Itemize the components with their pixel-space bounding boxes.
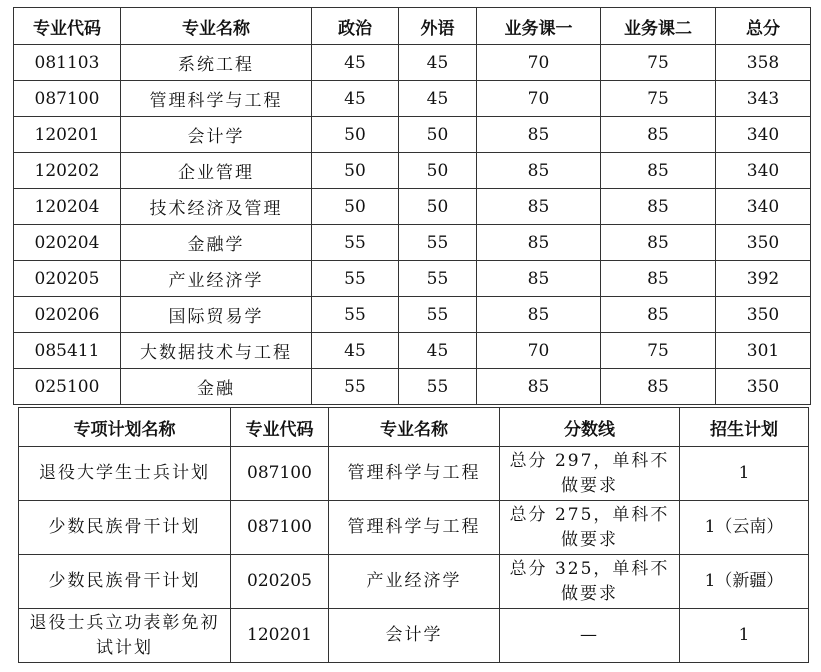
major-code-cell: 081103 — [14, 45, 121, 81]
subject-two-cell: 85 — [601, 297, 716, 333]
table-row — [19, 609, 809, 663]
table-row — [19, 555, 809, 609]
header-subject-one: 业务课一 — [477, 8, 601, 45]
header-major-code: 专业代码 — [231, 408, 329, 447]
major-code-cell: 087100 — [231, 501, 329, 555]
total-cell: 350 — [716, 369, 811, 405]
major-name-cell: 管理科学与工程 — [329, 447, 500, 501]
foreign-language-cell: 50 — [399, 189, 477, 225]
subject-two-cell: 75 — [601, 333, 716, 369]
total-cell: 340 — [716, 153, 811, 189]
table-row — [14, 81, 811, 117]
politics-cell: 45 — [312, 333, 399, 369]
politics-cell: 50 — [312, 153, 399, 189]
enrollment-plan-cell: 1 — [680, 609, 809, 663]
major-name-cell: 国际贸易学 — [121, 297, 312, 333]
special-plan-table — [18, 407, 809, 663]
header-subject-two: 业务课二 — [601, 8, 716, 45]
table-row — [19, 501, 809, 555]
score-line-cell: 总分 297，单科不做要求 — [500, 447, 680, 501]
table-header-row — [14, 8, 811, 45]
major-code-cell: 120202 — [14, 153, 121, 189]
major-code-cell: 020204 — [14, 225, 121, 261]
header-politics: 政治 — [312, 8, 399, 45]
major-code-cell: 120201 — [14, 117, 121, 153]
subject-two-cell: 85 — [601, 153, 716, 189]
table-row — [19, 447, 809, 501]
total-cell: 301 — [716, 333, 811, 369]
major-name-cell: 会计学 — [329, 609, 500, 663]
subject-one-cell: 85 — [477, 225, 601, 261]
politics-cell: 55 — [312, 297, 399, 333]
subject-one-cell: 85 — [477, 189, 601, 225]
table-row — [14, 189, 811, 225]
foreign-language-cell: 45 — [399, 333, 477, 369]
table-header-row — [19, 408, 809, 447]
total-cell: 340 — [716, 117, 811, 153]
foreign-language-cell: 55 — [399, 225, 477, 261]
header-major-name: 专业名称 — [329, 408, 500, 447]
table-row — [14, 225, 811, 261]
major-code-cell: 087100 — [231, 447, 329, 501]
header-foreign-language: 外语 — [399, 8, 477, 45]
foreign-language-cell: 55 — [399, 297, 477, 333]
major-name-cell: 技术经济及管理 — [121, 189, 312, 225]
subject-one-cell: 70 — [477, 45, 601, 81]
subject-one-cell: 85 — [477, 153, 601, 189]
subject-one-cell: 85 — [477, 369, 601, 405]
table-row — [14, 45, 811, 81]
plan-name-cell: 退役大学生士兵计划 — [19, 447, 231, 501]
enrollment-plan-cell: 1（新疆） — [680, 555, 809, 609]
foreign-language-cell: 45 — [399, 81, 477, 117]
politics-cell: 50 — [312, 189, 399, 225]
plan-name-cell: 退役士兵立功表彰免初试计划 — [19, 609, 231, 663]
major-name-cell: 系统工程 — [121, 45, 312, 81]
major-name-cell: 管理科学与工程 — [121, 81, 312, 117]
subject-one-cell: 85 — [477, 297, 601, 333]
total-cell: 350 — [716, 225, 811, 261]
major-name-cell: 金融学 — [121, 225, 312, 261]
header-major-code: 专业代码 — [14, 8, 121, 45]
total-cell: 340 — [716, 189, 811, 225]
total-cell: 343 — [716, 81, 811, 117]
subject-two-cell: 85 — [601, 189, 716, 225]
major-code-cell: 085411 — [14, 333, 121, 369]
table-row — [14, 261, 811, 297]
score-line-cell: — — [500, 609, 680, 663]
header-enrollment-plan: 招生计划 — [680, 408, 809, 447]
score-lines-table — [13, 7, 811, 405]
header-score-line: 分数线 — [500, 408, 680, 447]
major-code-cell: 020205 — [14, 261, 121, 297]
major-code-cell: 120201 — [231, 609, 329, 663]
major-code-cell: 020206 — [14, 297, 121, 333]
politics-cell: 50 — [312, 117, 399, 153]
plan-name-cell: 少数民族骨干计划 — [19, 501, 231, 555]
major-name-cell: 产业经济学 — [329, 555, 500, 609]
table-row — [14, 117, 811, 153]
table-row — [14, 333, 811, 369]
header-total: 总分 — [716, 8, 811, 45]
subject-one-cell: 85 — [477, 261, 601, 297]
subject-two-cell: 75 — [601, 81, 716, 117]
subject-one-cell: 70 — [477, 333, 601, 369]
foreign-language-cell: 50 — [399, 117, 477, 153]
subject-two-cell: 85 — [601, 261, 716, 297]
table-row — [14, 369, 811, 405]
politics-cell: 55 — [312, 369, 399, 405]
subject-two-cell: 85 — [601, 369, 716, 405]
major-code-cell: 087100 — [14, 81, 121, 117]
header-major-name: 专业名称 — [121, 8, 312, 45]
subject-one-cell: 70 — [477, 81, 601, 117]
subject-two-cell: 85 — [601, 117, 716, 153]
major-name-cell: 产业经济学 — [121, 261, 312, 297]
table-row — [14, 153, 811, 189]
score-line-cell: 总分 275，单科不做要求 — [500, 501, 680, 555]
major-name-cell: 会计学 — [121, 117, 312, 153]
subject-two-cell: 75 — [601, 45, 716, 81]
total-cell: 358 — [716, 45, 811, 81]
major-name-cell: 企业管理 — [121, 153, 312, 189]
score-line-cell: 总分 325，单科不做要求 — [500, 555, 680, 609]
major-code-cell: 025100 — [14, 369, 121, 405]
foreign-language-cell: 55 — [399, 369, 477, 405]
total-cell: 350 — [716, 297, 811, 333]
enrollment-plan-cell: 1（云南） — [680, 501, 809, 555]
politics-cell: 55 — [312, 225, 399, 261]
foreign-language-cell: 55 — [399, 261, 477, 297]
table-row — [14, 297, 811, 333]
major-code-cell: 120204 — [14, 189, 121, 225]
major-name-cell: 大数据技术与工程 — [121, 333, 312, 369]
enrollment-plan-cell: 1 — [680, 447, 809, 501]
header-plan-name: 专项计划名称 — [19, 408, 231, 447]
total-cell: 392 — [716, 261, 811, 297]
politics-cell: 45 — [312, 81, 399, 117]
politics-cell: 45 — [312, 45, 399, 81]
foreign-language-cell: 50 — [399, 153, 477, 189]
major-name-cell: 管理科学与工程 — [329, 501, 500, 555]
plan-name-cell: 少数民族骨干计划 — [19, 555, 231, 609]
subject-one-cell: 85 — [477, 117, 601, 153]
major-name-cell: 金融 — [121, 369, 312, 405]
politics-cell: 55 — [312, 261, 399, 297]
foreign-language-cell: 45 — [399, 45, 477, 81]
major-code-cell: 020205 — [231, 555, 329, 609]
subject-two-cell: 85 — [601, 225, 716, 261]
